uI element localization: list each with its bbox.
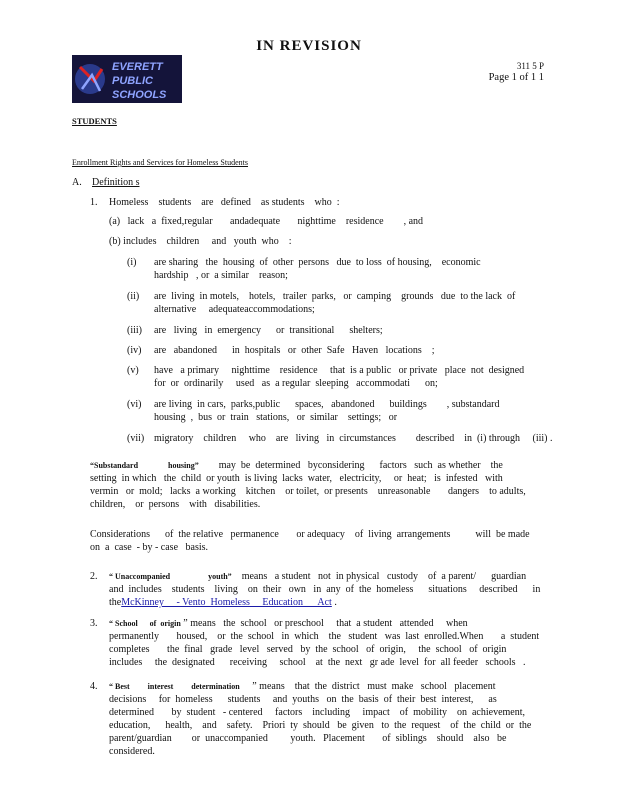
item3-text: ” means the school or preschool that a student attended when (180, 618, 468, 629)
district-logo (72, 55, 182, 103)
subitem-number: (v) (127, 365, 139, 376)
item4-line: determined by student - centered factors including impact of mobility on achievement, (109, 707, 526, 718)
subitem-text: alternative adequateaccommodations; (154, 304, 315, 315)
subitem-text: are living in motels, hotels, trailer parks, or camping grounds due to the lack of (154, 291, 516, 302)
page-number: Page 1 of 1 1 (488, 72, 544, 83)
subitem-text: are abandoned in hospitals or other Safe Haven locations ; (154, 345, 435, 356)
item2-text: the (109, 597, 122, 608)
paragraph-line: may be determined byconsidering factors such as whether the (198, 460, 503, 471)
item-number: 3. (90, 618, 98, 629)
item2-text: . (331, 597, 337, 608)
item2-line (109, 570, 526, 583)
subitem-number: (vi) (127, 399, 142, 410)
item4-line: decisions for homeless students and youths on the basis of their best interest, as (109, 694, 497, 705)
item4-line: education, health, and safety. Priori ty should be given to the request of the child or the (109, 720, 532, 731)
mckinney-vento-link[interactable]: McKinney - Vento Homeless Education Act (121, 597, 332, 608)
definition-a: (a) lack a fixed,regular andadequate nighttime residence , and (109, 216, 424, 227)
item-number: 4. (90, 681, 98, 692)
definition-b: (b) includes children and youth who : (109, 236, 292, 247)
paragraph-line: vermin or mold; lacks a working kitchen or toilet, or presents unreasonable dangers to adults, (90, 486, 526, 497)
logo-text-line1: EVERETT (112, 61, 163, 73)
item-intro: Homeless students are defined as students who : (109, 197, 340, 208)
section-label: STUDENTS (72, 116, 117, 126)
part-letter: A. (72, 177, 82, 188)
subitem-text: hardship , or a similar reason; (154, 270, 288, 281)
paragraph-line: children, or persons with disabilities. (90, 499, 261, 510)
item2-text: means a student not in physical custody of a parent/ guardian (231, 571, 527, 582)
subitem-text: housing , bus or train stations, or similar settings; or (154, 412, 398, 423)
document-title: IN REVISION (256, 38, 362, 54)
subitem-text: are living in emergency or transitional shelters; (154, 325, 383, 336)
subitem-text: for or ordinarily used as a regular sleeping accommodati on; (154, 378, 438, 389)
item4-line: considered. (109, 746, 155, 757)
substandard-paragraph (90, 459, 503, 472)
item4-text: ” means that the district must make school placement (239, 681, 496, 692)
logo-text-line2: PUBLIC (112, 75, 153, 87)
subitem-text: are living in cars, parks,public spaces, abandoned buildings , substandard (154, 399, 500, 410)
subitem-text: have a primary nighttime residence that is a public or private place not designed (154, 365, 525, 376)
item3-line: includes the designated receiving school at the next gr ade level for all feeder schools . (109, 657, 526, 668)
policy-code: 311 5 P (516, 61, 544, 71)
item2-line: and includes students living on their own in any of the homeless situations described in (109, 584, 541, 595)
item4-line (109, 680, 496, 693)
item2-line (109, 596, 337, 609)
item4-line: parent/guardian or unaccompanied youth. Placement of siblings should also be (109, 733, 507, 744)
considerations-line: on a case - by - case basis. (90, 542, 209, 553)
unaccompanied-youth-term: “ Unaccompanied youth” (109, 572, 232, 581)
best-interest-term: “ Best interest determination (109, 682, 240, 691)
subitem-number: (iii) (127, 325, 142, 336)
item-number: 1. (90, 197, 98, 208)
logo-text-line3: SCHOOLS (112, 89, 167, 101)
paragraph-line: setting in which the child or youth is living lacks water, electricity, or heat; is infested with (90, 473, 503, 484)
substandard-term: “Substandard housing” (90, 461, 199, 470)
subitem-number: (iv) (127, 345, 142, 356)
subitem-number: (ii) (127, 291, 140, 302)
subitem-number: (i) (127, 257, 137, 268)
item-number: 2. (90, 571, 98, 582)
subitem-number: (vii) (127, 433, 145, 444)
policy-subject: Enrollment Rights and Services for Homeless Students (72, 158, 248, 167)
item3-line (109, 617, 468, 630)
subitem-text: are sharing the housing of other persons due to loss of housing, economic (154, 257, 481, 268)
part-heading: Definition s (92, 177, 140, 188)
school-of-origin-term: “ School of origin (109, 619, 181, 628)
logo-graphic (72, 55, 182, 103)
considerations-line: Considerations of the relative permanence or adequacy of living arrangements will be made (90, 529, 530, 540)
item3-line: completes the final grade level served by the school of origin, the school of origin (109, 644, 507, 655)
subitem-text: migratory children who are living in circumstances described in (i) through (iii) . (154, 433, 553, 444)
item3-line: permanently housed, or the school in which the student was last enrolled.When a student (109, 631, 540, 642)
